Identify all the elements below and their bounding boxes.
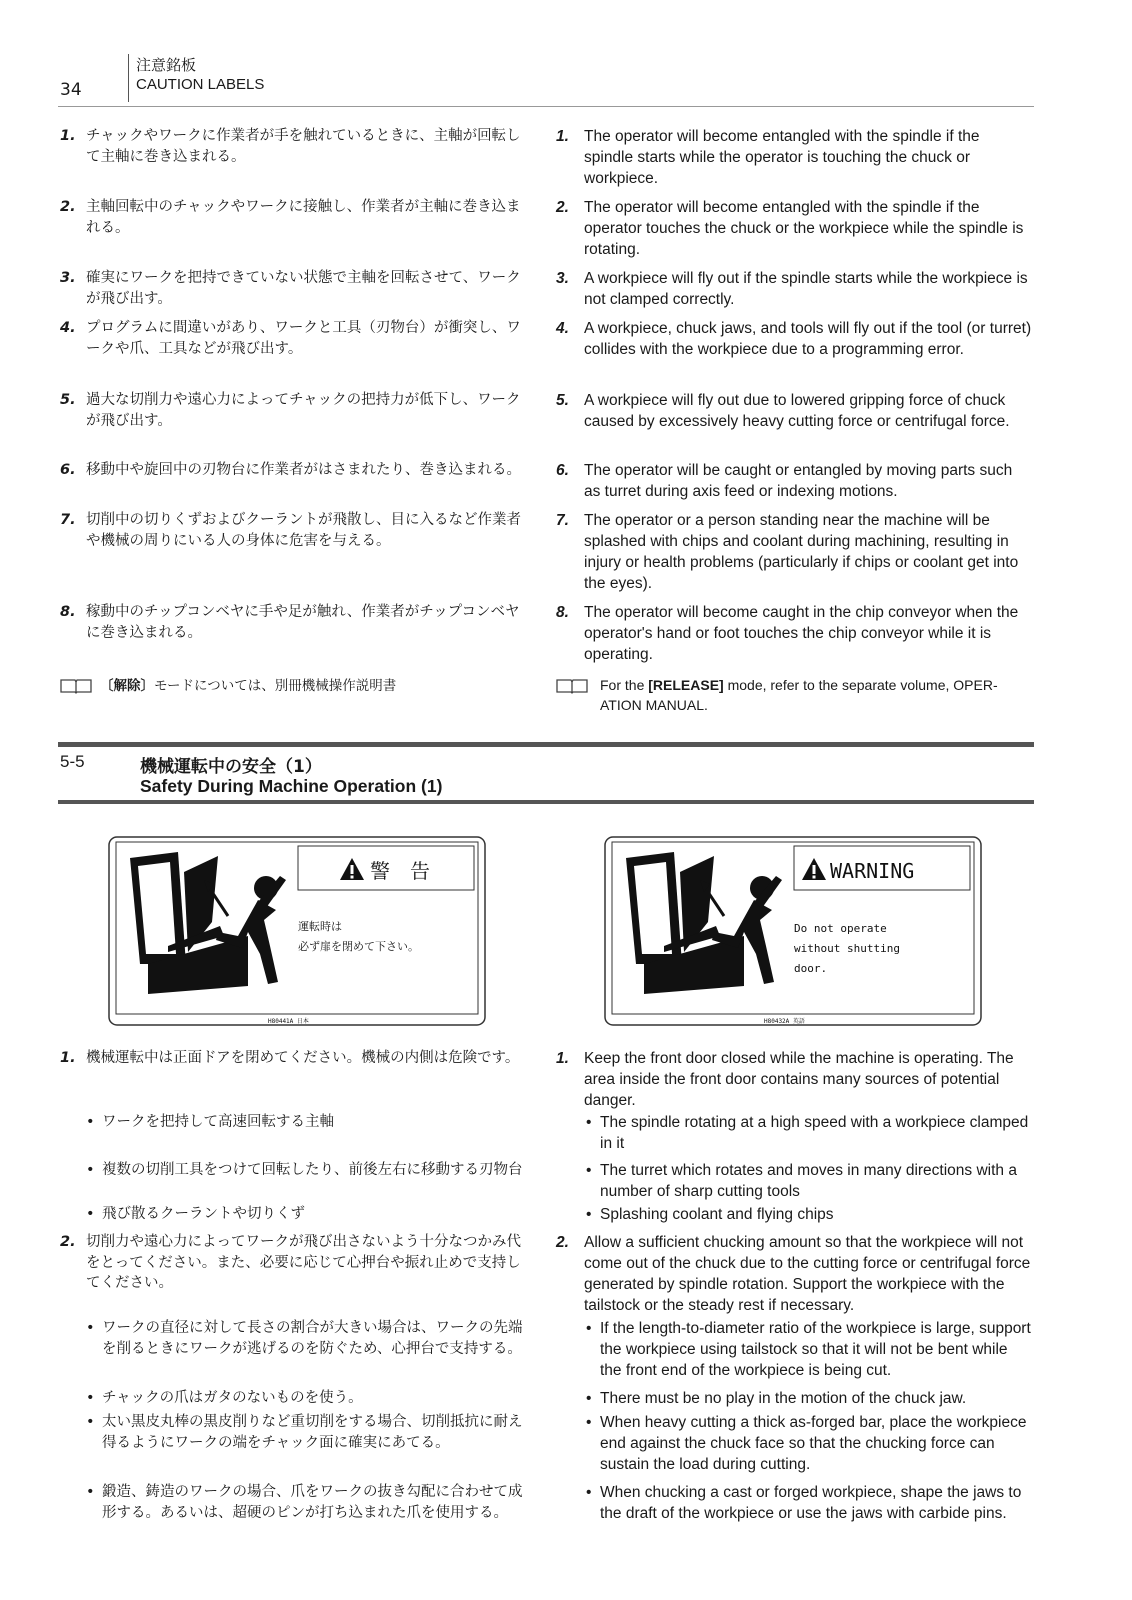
list-item xyxy=(556,1232,1032,1316)
item-text: A workpiece will fly out due to lowered gripping force of chuck caused by excessively heavy cutting force or centrifugal force. xyxy=(584,392,1010,430)
item-text: The operator will become caught in the chip conveyor when the operator's hand or foot touches the chip conveyor while it is operating. xyxy=(584,604,1019,663)
section-number: 5-5 xyxy=(60,752,85,771)
item-number: 6. xyxy=(60,462,76,478)
bullet-text: 複数の切削工具をつけて回転したり、前後左右に移動する刃物台 xyxy=(102,1162,523,1178)
list-item xyxy=(556,126,1032,189)
list-item xyxy=(60,126,530,167)
book-icon xyxy=(556,678,588,694)
bullet-icon: • xyxy=(86,1206,95,1222)
item-text: A workpiece will fly out if the spindle starts while the workpiece is not clamped correctly. xyxy=(584,270,1028,308)
label-heading-ja: 警 告 xyxy=(370,859,430,883)
note-text: モードについては、別冊機械操作説明書 xyxy=(154,678,397,694)
note-text-post: mode, refer to the separate volume, OPER-ATION MANUAL. xyxy=(600,677,998,713)
header-rule xyxy=(58,106,1034,107)
list-item xyxy=(60,390,530,431)
note-text-pre: For the xyxy=(600,677,649,693)
bullet-item xyxy=(60,1318,530,1359)
note-bold-term: 〔解除〕 xyxy=(100,678,154,694)
bullet-item xyxy=(556,1388,1032,1409)
item-text: The operator will be caught or entangled by moving parts such as turret during axis feed or indexing motions. xyxy=(584,462,1013,500)
list-item xyxy=(556,460,1032,502)
item-number: 2. xyxy=(60,199,76,215)
bullet-icon: • xyxy=(86,1414,95,1430)
bullet-text: There must be no play in the motion of the chuck jaw. xyxy=(600,1390,967,1407)
bullet-icon: • xyxy=(586,1114,592,1131)
item-text: Keep the front door closed while the machine is operating. The area inside the front door contains many sources of potential danger. xyxy=(584,1050,1014,1109)
section-rule-bottom xyxy=(58,800,1034,804)
bullet-icon: • xyxy=(586,1484,592,1501)
bullet-icon: • xyxy=(86,1390,95,1406)
bullet-item xyxy=(556,1412,1032,1475)
item-number: 2. xyxy=(556,199,569,216)
label-line2-en: without shutting xyxy=(794,942,900,955)
list-item xyxy=(60,510,530,551)
list-item xyxy=(556,1048,1032,1111)
item-text: チャックやワークに作業者が手を触れているときに、主軸が回転して主軸に巻き込まれる。 xyxy=(86,128,521,165)
list-item xyxy=(556,197,1032,260)
bullet-text: ワークを把持して高速回転する主軸 xyxy=(102,1114,334,1130)
label-code-en: H80432A 英語 xyxy=(764,1018,805,1025)
item-text: 稼動中のチップコンベヤに手や足が触れ、作業者がチップコンベヤに巻き込まれる。 xyxy=(86,604,520,641)
item-text: プログラムに間違いがあり、ワークと工具（刃物台）が衝突し、ワークや爪、工具などが飛び出す。 xyxy=(86,320,521,357)
item-number: 6. xyxy=(556,462,569,479)
page-header xyxy=(58,52,1034,108)
bullet-item xyxy=(60,1160,530,1181)
item-number: 1. xyxy=(60,128,76,144)
item-number: 7. xyxy=(556,512,569,529)
bullet-text: When heavy cutting a thick as-forged bar, place the workpiece end against the chuck face so that the chucking force can sustain the load during cutting. xyxy=(600,1414,1027,1473)
label-line2-ja: 必ず扉を閉めて下さい。 xyxy=(298,940,419,953)
item-text: 過大な切削力や遠心力によってチャックの把持力が低下し、ワークが飛び出す。 xyxy=(86,392,521,429)
item-text: 切削力や遠心力によってワークが飛び出さないよう十分なつかみ代をとってください。また、必要に応じて心押台や振れ止めで支持してください。 xyxy=(86,1234,521,1291)
book-icon xyxy=(60,678,92,694)
bullet-text: 飛び散るクーラントや切りくず xyxy=(102,1206,305,1222)
label-heading-en: WARNING xyxy=(830,859,915,883)
item-number: 8. xyxy=(60,604,76,620)
top-list-ja xyxy=(60,126,530,716)
bullet-text: ワークの直径に対して長さの割合が大きい場合は、ワークの先端を削るときにワークが逃げるのを防ぐため、心押台で支持する。 xyxy=(102,1320,523,1357)
note-bold-term: [RELEASE] xyxy=(648,677,724,693)
label-line1-en: Do not operate xyxy=(794,922,887,935)
bullet-item xyxy=(60,1204,530,1225)
bullet-item xyxy=(556,1482,1032,1524)
item-number: 1. xyxy=(556,128,569,145)
list-item xyxy=(556,602,1032,665)
bullet-text: Splashing coolant and flying chips xyxy=(600,1206,834,1223)
item-number: 8. xyxy=(556,604,569,621)
list-item xyxy=(60,602,530,643)
bullet-icon: • xyxy=(86,1114,95,1130)
bottom-list-en xyxy=(556,1048,1032,1568)
reference-note-en xyxy=(556,676,1032,715)
section-rule-top xyxy=(58,742,1034,747)
bullet-icon: • xyxy=(86,1162,95,1178)
reference-note-ja xyxy=(60,676,530,697)
bullet-text: The spindle rotating at a high speed with a workpiece clamped in it xyxy=(600,1114,1029,1152)
item-number: 4. xyxy=(556,320,569,337)
bullet-item xyxy=(60,1412,530,1453)
item-text: A workpiece, chuck jaws, and tools will fly out if the tool (or turret) collides with the workpiece due to a programming error. xyxy=(584,320,1032,358)
bullet-item xyxy=(556,1160,1032,1202)
bullet-icon: • xyxy=(586,1320,592,1337)
bottom-list-ja xyxy=(60,1048,530,1568)
item-text: The operator or a person standing near the machine will be splashed with chips and coolant during machining, resulting in injury or health problems (particularly if chips or coolant get into the eyes). xyxy=(584,512,1019,592)
bullet-item xyxy=(556,1318,1032,1381)
item-number: 5. xyxy=(60,392,76,408)
page-number: 34 xyxy=(60,80,82,100)
label-line1-ja: 運転時は xyxy=(298,920,342,933)
header-title-ja: 注意銘板 xyxy=(136,56,197,74)
item-number: 2. xyxy=(60,1234,76,1250)
bullet-text: If the length-to-diameter ratio of the workpiece is large, support the workpiece using tailstock so that it will not be bent while the front end of the workpiece is being cut. xyxy=(600,1320,1031,1379)
item-text: Allow a sufficient chucking amount so that the workpiece will not come out of the chuck due to the cutting force or centrifugal force generated by spindle rotation. Support the workpiece with the tailstock or the steady rest if necessary. xyxy=(584,1234,1031,1314)
bullet-icon: • xyxy=(586,1414,592,1431)
list-item xyxy=(60,268,530,309)
warning-label-en xyxy=(604,836,982,1026)
list-item xyxy=(60,318,530,359)
list-item xyxy=(60,1048,530,1069)
bullet-item xyxy=(60,1388,530,1409)
item-text: 主軸回転中のチャックやワークに接触し、作業者が主軸に巻き込まれる。 xyxy=(86,199,521,236)
item-number: 3. xyxy=(60,270,76,286)
header-title-en: CAUTION LABELS xyxy=(136,76,265,93)
list-item xyxy=(556,510,1032,594)
bullet-text: When chucking a cast or forged workpiece, shape the jaws to the draft of the workpiece or use the jaws with carbide pins. xyxy=(600,1484,1022,1522)
warning-label-ja xyxy=(108,836,486,1026)
label-line3-en: door. xyxy=(794,962,828,975)
label-code-ja: H80441A 日本 xyxy=(268,1018,309,1025)
list-item xyxy=(556,390,1032,432)
list-item xyxy=(60,1232,530,1294)
bullet-item xyxy=(60,1482,530,1523)
item-number: 5. xyxy=(556,392,569,409)
bullet-icon: • xyxy=(586,1206,592,1223)
bullet-text: 太い黒皮丸棒の黒皮削りなど重切削をする場合、切削抵抗に耐え得るようにワークの端をチャック面に確実にあてる。 xyxy=(102,1414,523,1451)
bullet-item xyxy=(556,1112,1032,1154)
bullet-icon: • xyxy=(586,1390,592,1407)
section-title-ja: 機械運転中の安全（1） xyxy=(140,757,322,777)
section-title-en: Safety During Machine Operation (1) xyxy=(140,776,443,796)
item-text: The operator will become entangled with the spindle if the spindle starts while the operator is touching the chuck or workpiece. xyxy=(584,128,980,187)
bullet-icon: • xyxy=(86,1484,95,1500)
header-divider xyxy=(128,54,129,102)
item-number: 1. xyxy=(60,1050,76,1066)
item-text: The operator will become entangled with the spindle if the operator touches the chuck or the workpiece while the spindle is rotating. xyxy=(584,199,1024,258)
list-item xyxy=(556,268,1032,310)
bullet-text: 鍛造、鋳造のワークの場合、爪をワークの抜き勾配に合わせて成形する。あるいは、超硬のピンが打ち込まれた爪を使用する。 xyxy=(102,1484,523,1521)
bullet-text: The turret which rotates and moves in many directions with a number of sharp cutting tools xyxy=(600,1162,1017,1200)
item-number: 7. xyxy=(60,512,76,528)
item-text: 機械運転中は正面ドアを閉めてください。機械の内側は危険です。 xyxy=(86,1050,520,1066)
item-number: 2. xyxy=(556,1234,569,1251)
bullet-icon: • xyxy=(86,1320,95,1336)
bullet-icon: • xyxy=(586,1162,592,1179)
bullet-text: チャックの爪はガタのないものを使う。 xyxy=(102,1390,363,1406)
item-text: 切削中の切りくずおよびクーラントが飛散し、目に入るなど作業者や機械の周りにいる人の身体に危害を与える。 xyxy=(86,512,521,549)
top-list-en xyxy=(556,126,1032,716)
item-text: 確実にワークを把持できていない状態で主軸を回転させて、ワークが飛び出す。 xyxy=(86,270,521,307)
item-number: 4. xyxy=(60,320,76,336)
bullet-item xyxy=(60,1112,530,1133)
item-number: 3. xyxy=(556,270,569,287)
item-number: 1. xyxy=(556,1050,569,1067)
bullet-item xyxy=(556,1204,1032,1225)
item-text: 移動中や旋回中の刃物台に作業者がはさまれたり、巻き込まれる。 xyxy=(86,462,521,478)
list-item xyxy=(556,318,1032,360)
list-item xyxy=(60,460,530,481)
list-item xyxy=(60,197,530,238)
